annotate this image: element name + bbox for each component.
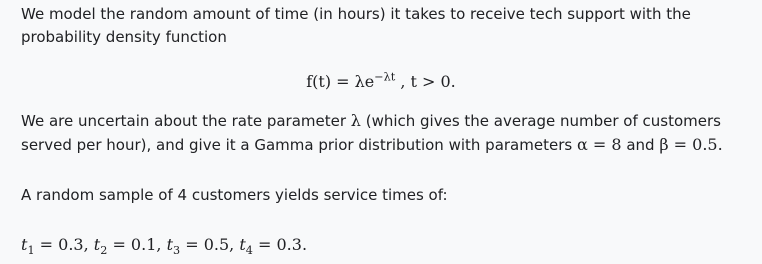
pdf-condition: , t > 0. <box>400 72 456 91</box>
rate-text-2: (which gives the average number of customers served per hour), and give it a Gamma prior distribution with parameters <box>21 112 721 154</box>
alpha-value: α = 8 <box>576 135 622 154</box>
intro-paragraph: We model the random amount of time (in hours) it takes to receive tech support with the probability density function <box>21 5 691 46</box>
sample-intro-paragraph: A random sample of 4 customers yields service times of: <box>21 186 448 204</box>
rate-and: and <box>626 136 655 154</box>
sample-t4: $t_4 = 0.3$. <box>239 235 308 258</box>
pdf-lhs: f(t) = λe <box>306 72 375 91</box>
pdf-exponent: −λt <box>374 70 396 84</box>
beta-value: β = 0.5. <box>659 135 723 154</box>
rate-text-1: We are uncertain about the rate parameter <box>21 112 347 130</box>
sample-t3: $t_3 = 0.5$, <box>166 235 235 258</box>
lambda-symbol: λ <box>350 111 361 130</box>
rate-paragraph <box>21 109 752 157</box>
sample-t2: $t_2 = 0.1$, <box>93 235 162 258</box>
pdf-equation <box>0 72 762 96</box>
sample-values <box>21 235 308 258</box>
sample-t1: $t_1 = 0.3$, <box>21 235 89 258</box>
